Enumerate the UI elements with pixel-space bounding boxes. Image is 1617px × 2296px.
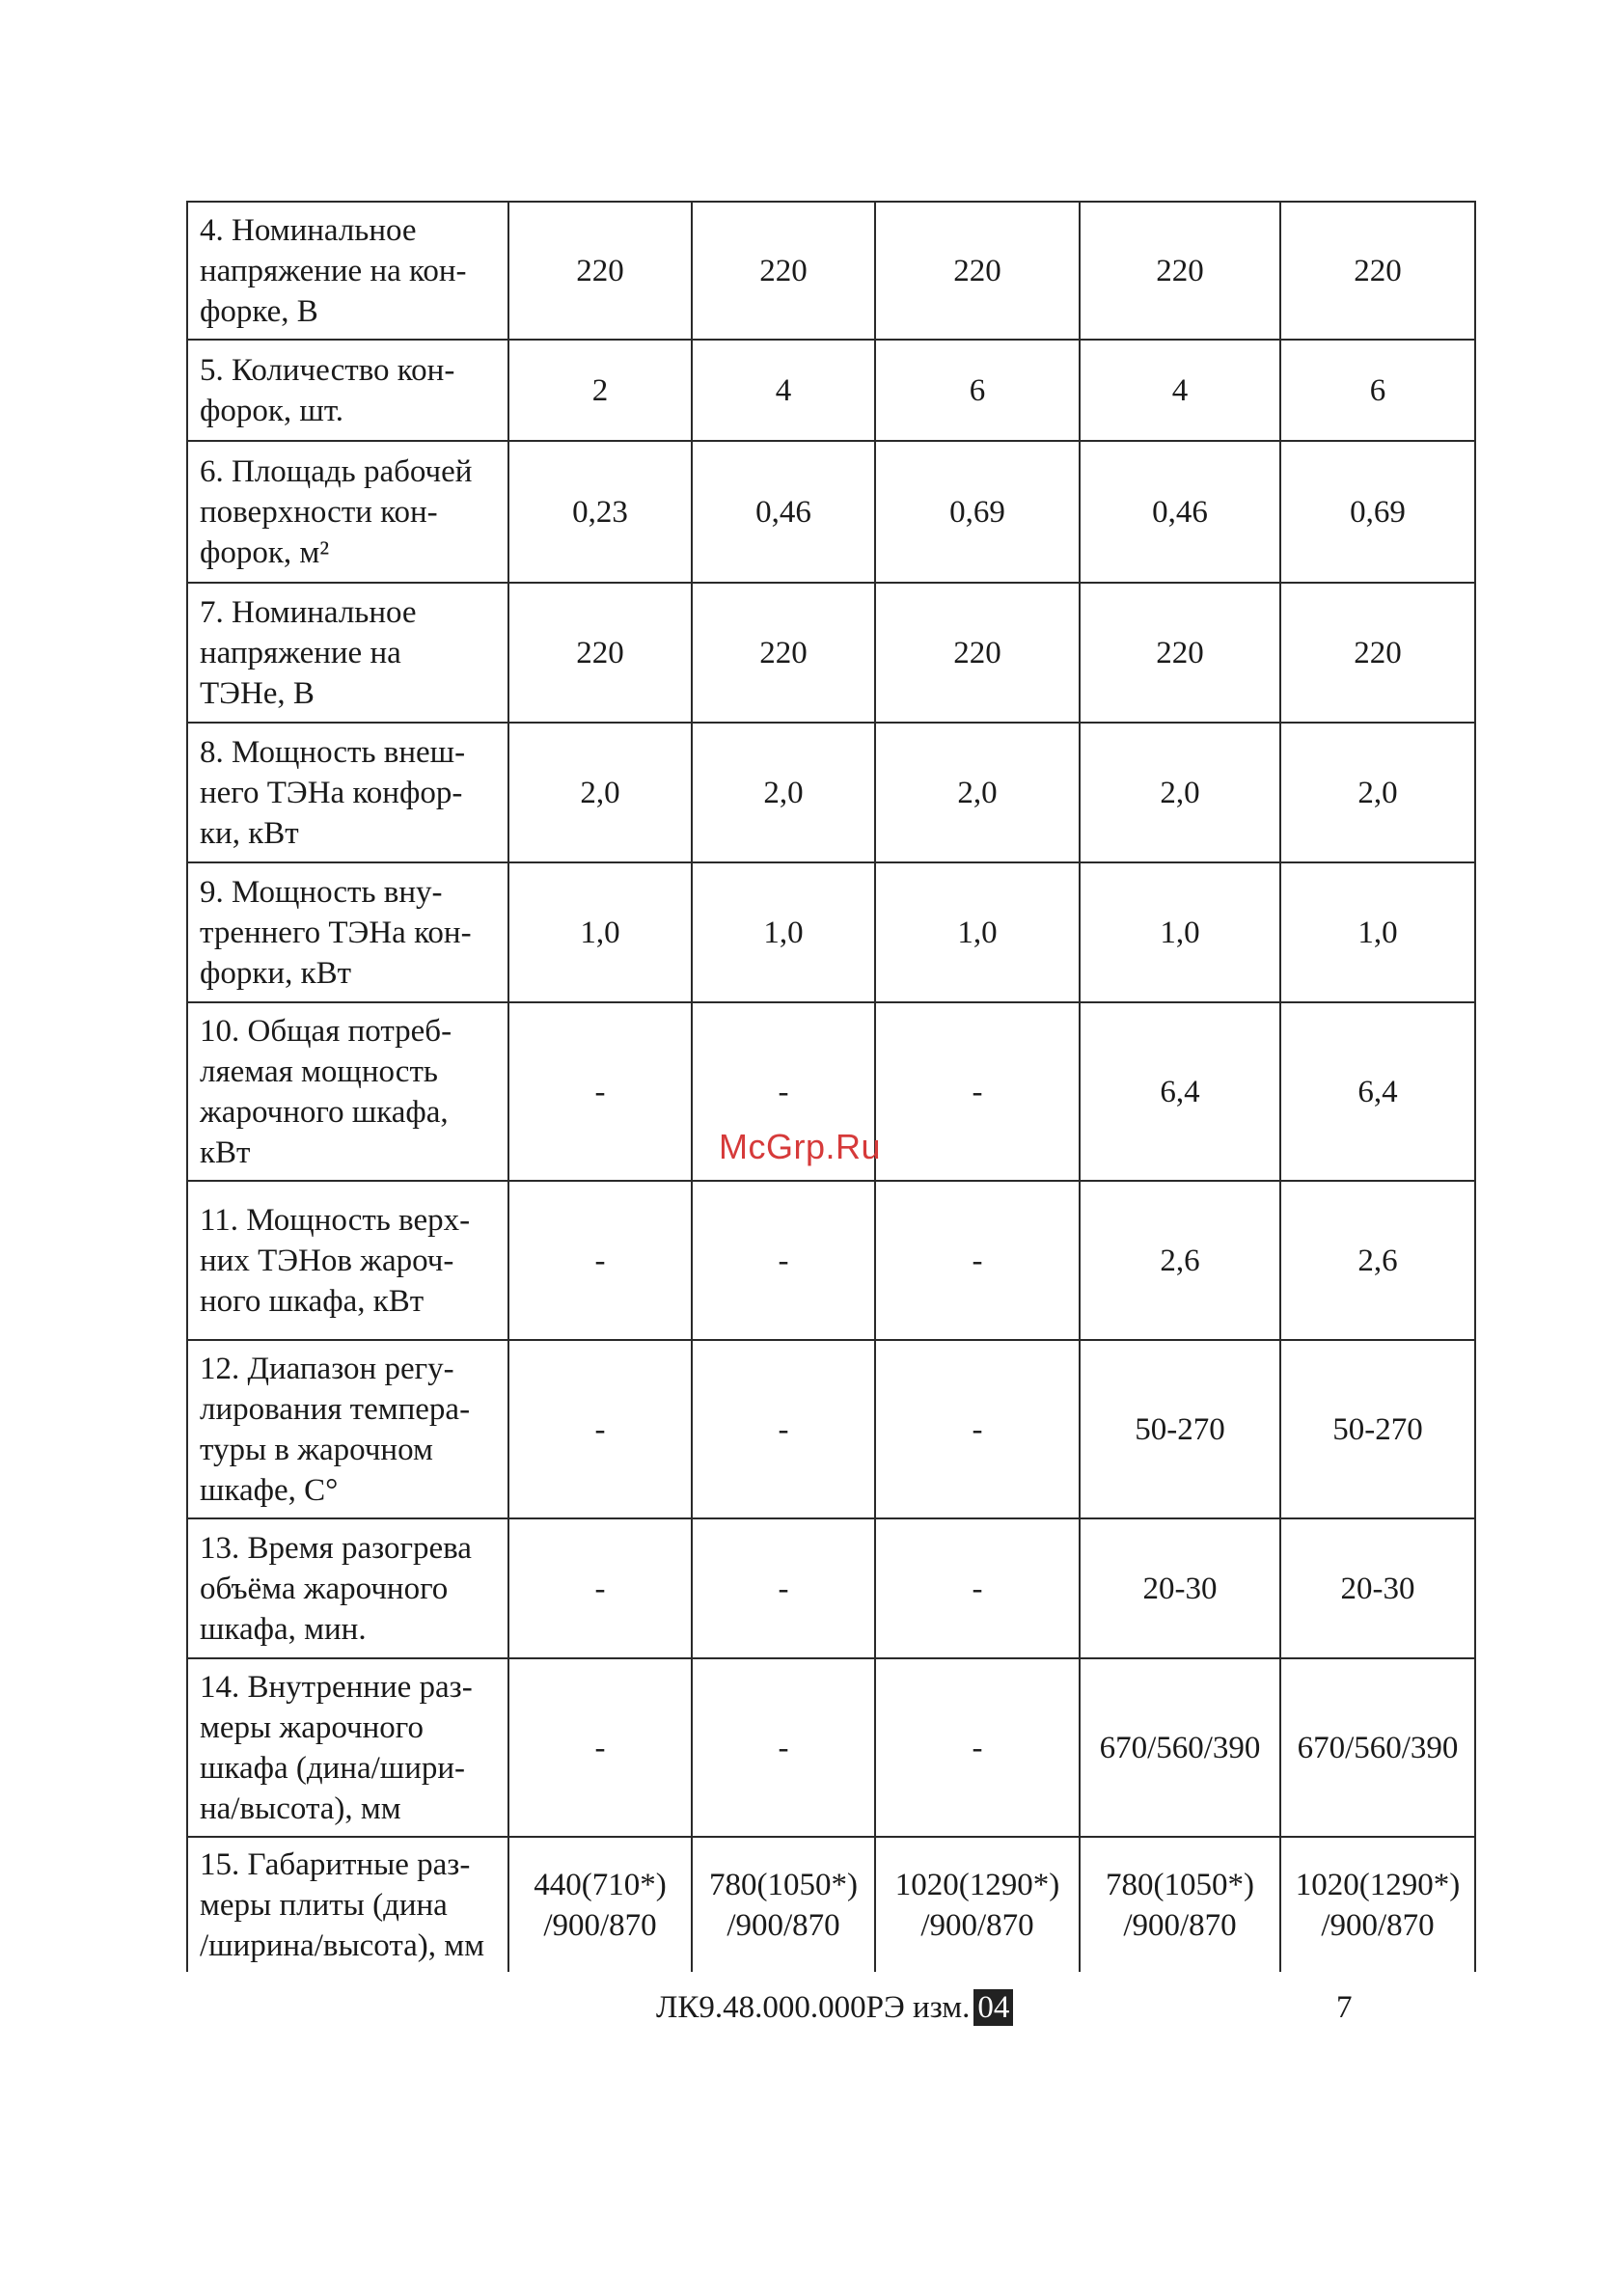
row-label-line: лирования темпера- <box>200 1391 471 1427</box>
row-label-line: меры жарочного <box>200 1709 425 1745</box>
value-cell: 2,6 <box>1080 1181 1280 1340</box>
spec-table <box>186 201 1476 1972</box>
row-label <box>187 202 508 340</box>
page-footer <box>0 1987 1617 2036</box>
value-cell: - <box>508 1658 692 1837</box>
row-label <box>187 1837 508 1972</box>
value-cell: - <box>875 1518 1080 1658</box>
revision-badge: 04 <box>973 1989 1013 2026</box>
value-cell: 4 <box>1080 340 1280 441</box>
value-cell: 50-270 <box>1080 1340 1280 1518</box>
row-label-line: 6. Площадь рабочей <box>200 453 473 489</box>
value-cell: 1,0 <box>875 862 1080 1002</box>
value-cell: 20-30 <box>1280 1518 1475 1658</box>
value-cell: 1020(1290*) /900/870 <box>1280 1837 1475 1972</box>
value-cell: 1,0 <box>1080 862 1280 1002</box>
value-cell: 2,0 <box>692 723 875 862</box>
table-row <box>187 723 1475 862</box>
value-cell: 220 <box>508 202 692 340</box>
value-cell: 220 <box>1280 202 1475 340</box>
row-label-line: кВт <box>200 1134 251 1170</box>
value-cell: 0,23 <box>508 441 692 583</box>
row-label-line: шкафе, С° <box>200 1472 339 1508</box>
value-cell: 0,69 <box>1280 441 1475 583</box>
row-label-line: него ТЭНа конфор- <box>200 775 463 810</box>
value-cell: - <box>508 1002 692 1181</box>
value-cell: 2 <box>508 340 692 441</box>
row-label-line: поверхности кон- <box>200 494 438 530</box>
value-cell: 4 <box>692 340 875 441</box>
value-cell: 1020(1290*) /900/870 <box>875 1837 1080 1972</box>
value-cell: - <box>692 1002 875 1181</box>
value-cell: 2,0 <box>875 723 1080 862</box>
table-row <box>187 1181 1475 1340</box>
value-cell: - <box>508 1340 692 1518</box>
row-label-line: форке, В <box>200 293 318 329</box>
value-cell: 220 <box>875 202 1080 340</box>
value-cell: 780(1050*) /900/870 <box>692 1837 875 1972</box>
value-cell: 670/560/390 <box>1280 1658 1475 1837</box>
value-cell: 220 <box>508 583 692 723</box>
table-row <box>187 202 1475 340</box>
value-cell: 1,0 <box>1280 862 1475 1002</box>
value-cell: - <box>875 1181 1080 1340</box>
row-label-line: ТЭНе, В <box>200 675 315 711</box>
value-cell: - <box>875 1658 1080 1837</box>
value-cell: 2,0 <box>508 723 692 862</box>
row-label-line: 4. Номинальное <box>200 212 417 248</box>
row-label-line: 7. Номинальное <box>200 594 417 630</box>
value-cell: 220 <box>1280 583 1475 723</box>
row-label-line: форки, кВт <box>200 955 352 991</box>
row-label <box>187 1658 508 1837</box>
row-label-line: них ТЭНов жароч- <box>200 1243 454 1278</box>
value-cell: - <box>692 1181 875 1340</box>
row-label-line: объёма жарочного <box>200 1571 449 1606</box>
row-label <box>187 1002 508 1181</box>
row-label <box>187 441 508 583</box>
row-label <box>187 862 508 1002</box>
value-cell: 2,0 <box>1280 723 1475 862</box>
row-label <box>187 340 508 441</box>
value-cell: - <box>875 1002 1080 1181</box>
value-cell: 20-30 <box>1080 1518 1280 1658</box>
value-cell: 220 <box>692 202 875 340</box>
row-label <box>187 723 508 862</box>
value-cell: 6 <box>875 340 1080 441</box>
value-cell: 6 <box>1280 340 1475 441</box>
value-cell: 50-270 <box>1280 1340 1475 1518</box>
table-row <box>187 1340 1475 1518</box>
value-cell: - <box>692 1518 875 1658</box>
row-label-line: напряжение на <box>200 635 401 670</box>
page-number: 7 <box>1336 1990 1353 2025</box>
value-cell: 780(1050*) /900/870 <box>1080 1837 1280 1972</box>
row-label-line: на/высота), мм <box>200 1790 401 1826</box>
value-cell: 2,0 <box>1080 723 1280 862</box>
row-label-line: 8. Мощность внеш- <box>200 734 466 770</box>
value-cell: 0,46 <box>692 441 875 583</box>
watermark: McGrp.Ru <box>719 1127 882 1166</box>
spec-table-body <box>187 202 1475 1972</box>
row-label <box>187 583 508 723</box>
value-cell: - <box>508 1518 692 1658</box>
value-cell: 670/560/390 <box>1080 1658 1280 1837</box>
value-cell: 2,6 <box>1280 1181 1475 1340</box>
row-label-line: ки, кВт <box>200 815 299 851</box>
row-label-line: жарочного шкафа, <box>200 1094 449 1130</box>
value-cell: 6,4 <box>1080 1002 1280 1181</box>
value-cell: - <box>875 1340 1080 1518</box>
row-label-line: форок, м² <box>200 534 330 570</box>
table-row <box>187 340 1475 441</box>
table-row <box>187 1518 1475 1658</box>
row-label <box>187 1340 508 1518</box>
value-cell: - <box>508 1181 692 1340</box>
table-row <box>187 583 1475 723</box>
value-cell: 440(710*) /900/870 <box>508 1837 692 1972</box>
value-cell: - <box>692 1658 875 1837</box>
value-cell: 1,0 <box>692 862 875 1002</box>
row-label-line: 9. Мощность вну- <box>200 874 443 910</box>
table-row <box>187 862 1475 1002</box>
value-cell: 1,0 <box>508 862 692 1002</box>
row-label <box>187 1518 508 1658</box>
row-label-line: 13. Время разогрева <box>200 1530 472 1566</box>
value-cell: 0,69 <box>875 441 1080 583</box>
row-label-line: форок, шт. <box>200 393 344 428</box>
row-label-line: туры в жарочном <box>200 1432 433 1467</box>
value-cell: 0,46 <box>1080 441 1280 583</box>
value-cell: 220 <box>1080 202 1280 340</box>
row-label-line: 10. Общая потреб- <box>200 1013 452 1049</box>
row-label-line: меры плиты (дина <box>200 1887 448 1923</box>
row-label-line: 11. Мощность верх- <box>200 1202 471 1238</box>
value-cell: - <box>692 1340 875 1518</box>
document-code-text: ЛК9.48.000.000РЭ изм. <box>656 1990 971 2025</box>
row-label-line: 15. Габаритные раз- <box>200 1846 471 1882</box>
row-label <box>187 1181 508 1340</box>
table-row <box>187 441 1475 583</box>
row-label-line: 14. Внутренние раз- <box>200 1669 473 1705</box>
value-cell: 220 <box>875 583 1080 723</box>
row-label-line: ного шкафа, кВт <box>200 1283 425 1319</box>
row-label-line: напряжение на кон- <box>200 253 467 288</box>
value-cell: 6,4 <box>1280 1002 1475 1181</box>
row-label-line: треннего ТЭНа кон- <box>200 915 472 950</box>
row-label-line: ляемая мощность <box>200 1053 438 1089</box>
row-label-line: 5. Количество кон- <box>200 352 455 388</box>
row-label-line: шкафа, мин. <box>200 1611 367 1647</box>
row-label-line: /ширина/высота), мм <box>200 1927 485 1963</box>
row-label-line: 12. Диапазон регу- <box>200 1351 454 1386</box>
table-row <box>187 1658 1475 1837</box>
value-cell: 220 <box>1080 583 1280 723</box>
document-code <box>656 1987 1013 2028</box>
value-cell: 220 <box>692 583 875 723</box>
row-label-line: шкафа (дина/шири- <box>200 1750 466 1786</box>
table-row <box>187 1837 1475 1972</box>
